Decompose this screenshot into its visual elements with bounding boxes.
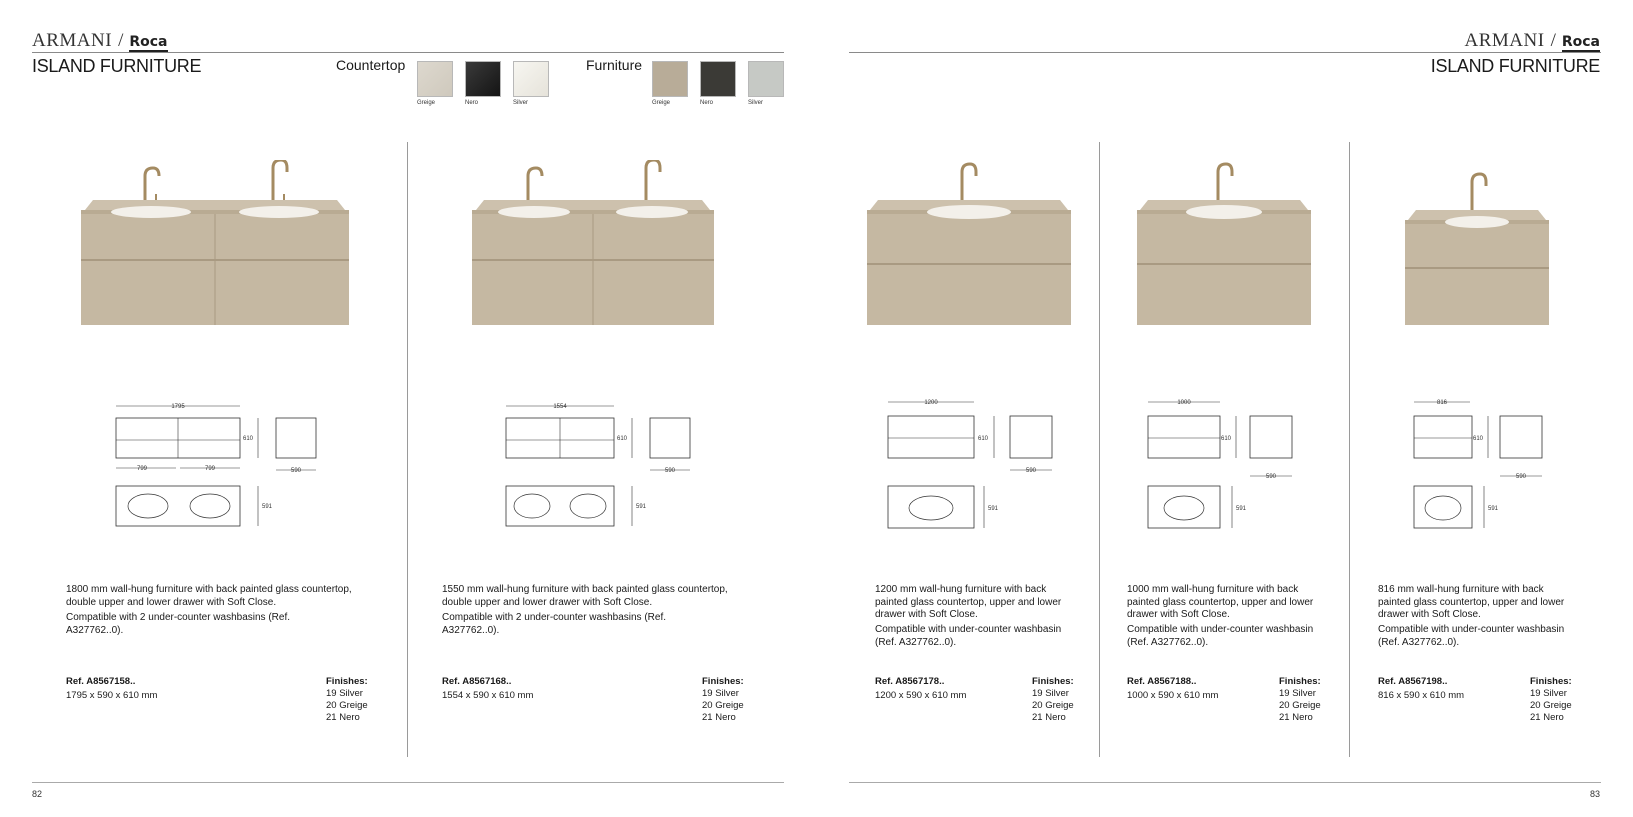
product-description: 1200 mm wall-hung furniture with back painted glass countertop, upper and lower drawer with Soft Close. (875, 584, 1062, 620)
roca-logo-text: Roca (129, 34, 168, 50)
brand-separator: / (118, 30, 124, 51)
finishes-title: Finishes: (1032, 676, 1074, 687)
product-image-1200 (864, 160, 1074, 335)
page-title-left: ISLAND FURNITURE (32, 56, 202, 76)
dim-height: 610 (1220, 436, 1231, 442)
dim-height: 610 (616, 436, 627, 442)
finishes-title: Finishes: (702, 676, 744, 687)
product-dimensions: 1000 x 590 x 610 mm (1127, 690, 1219, 701)
dim-top-depth: 591 (1488, 506, 1499, 512)
dim-height: 610 (1472, 436, 1483, 442)
dim-top-depth: 591 (1236, 506, 1247, 512)
finish-item: 19 Silver (702, 688, 739, 699)
finishes-title: Finishes: (1279, 676, 1321, 687)
furniture-swatch-greige (652, 61, 688, 97)
product-image-1800 (75, 160, 355, 335)
countertop-label: Countertop (336, 57, 406, 73)
product-compatibility: Compatible with 2 under-counter washbasins (Ref. A327762..0). (66, 612, 290, 636)
furniture-swatch-nero (700, 61, 736, 97)
dim-top-depth: 591 (636, 504, 647, 510)
product-compatibility: Compatible with 2 under-counter washbasins (Ref. A327762..0). (442, 612, 666, 636)
roca-logo-text: Roca (1561, 34, 1600, 50)
finish-item: 21 Nero (1530, 712, 1564, 723)
armani-logo-text: ARMANI (1464, 30, 1545, 51)
finish-item: 20 Greige (702, 700, 744, 711)
dim-width: 1200 (924, 400, 938, 406)
dim-width: 1795 (171, 404, 185, 410)
technical-drawing-1000 (1144, 398, 1314, 533)
product-dimensions: 816 x 590 x 610 mm (1378, 690, 1465, 701)
finish-item: 20 Greige (1032, 700, 1074, 711)
footer-rule-right (849, 782, 1601, 783)
finish-item: 19 Silver (1032, 688, 1069, 699)
product-ref: Ref. A8567188.. (1127, 676, 1197, 687)
brand-logo-left (32, 30, 168, 52)
technical-drawing-1800 (110, 398, 325, 533)
finish-item: 21 Nero (1032, 712, 1066, 723)
furniture-swatch-silver (748, 61, 784, 97)
finishes-title: Finishes: (1530, 676, 1572, 687)
product-ref: Ref. A8567178.. (875, 676, 945, 687)
finish-item: 21 Nero (1279, 712, 1313, 723)
footer-rule-left (32, 782, 784, 783)
countertop-swatch-name: Silver (513, 100, 529, 106)
product-image-1550 (468, 160, 718, 335)
column-divider (1349, 142, 1350, 757)
dim-height: 610 (242, 436, 253, 442)
dim-depth: 590 (1515, 474, 1527, 480)
dim-depth: 590 (290, 468, 302, 474)
countertop-swatch-greige (417, 61, 453, 97)
dim-width: 1000 (1177, 400, 1191, 406)
page-number-left: 82 (32, 789, 43, 799)
product-description: 1800 mm wall-hung furniture with back painted glass countertop, double upper and lower drawer with Soft Close. (66, 584, 352, 608)
product-description: 816 mm wall-hung furniture with back painted glass countertop, upper and lower drawer with Soft Close. (1378, 584, 1565, 620)
finish-item: 19 Silver (326, 688, 363, 699)
product-description: 1000 mm wall-hung furniture with back painted glass countertop, upper and lower drawer with Soft Close. (1127, 584, 1314, 620)
countertop-swatch-name: Nero (465, 100, 479, 106)
dim-depth: 590 (664, 468, 676, 474)
dim-half: 799 (136, 466, 148, 472)
column-divider (407, 142, 408, 757)
page-title-right: ISLAND FURNITURE (1430, 56, 1600, 76)
furniture-swatch-name: Silver (748, 100, 764, 106)
product-description: 1550 mm wall-hung furniture with back painted glass countertop, double upper and lower drawer with Soft Close. (442, 584, 728, 608)
finishes-title: Finishes: (326, 676, 368, 687)
product-dimensions: 1795 x 590 x 610 mm (66, 690, 158, 701)
product-compatibility: Compatible with under-counter washbasin (Ref. A327762..0). (1378, 624, 1565, 648)
finish-item: 19 Silver (1530, 688, 1567, 699)
finish-item: 20 Greige (1530, 700, 1572, 711)
brand-separator: / (1550, 30, 1556, 51)
dim-width: 1554 (553, 404, 567, 410)
product-dimensions: 1554 x 590 x 610 mm (442, 690, 534, 701)
dim-half: 799 (204, 466, 216, 472)
product-ref: Ref. A8567158.. (66, 676, 136, 687)
finish-item: 21 Nero (702, 712, 736, 723)
finish-item: 20 Greige (326, 700, 368, 711)
product-ref: Ref. A8567168.. (442, 676, 512, 687)
dim-width: 816 (1436, 400, 1448, 406)
product-ref: Ref. A8567198.. (1378, 676, 1448, 687)
dim-height: 610 (977, 436, 988, 442)
product-image-1000 (1134, 160, 1314, 335)
technical-drawing-816 (1410, 398, 1560, 533)
furniture-label: Furniture (586, 57, 643, 73)
dim-top-depth: 591 (262, 504, 273, 510)
furniture-swatch-name: Nero (700, 100, 714, 106)
product-dimensions: 1200 x 590 x 610 mm (875, 690, 967, 701)
technical-drawing-1550 (502, 398, 702, 533)
header-rule-right (849, 52, 1601, 53)
product-image-816 (1402, 160, 1552, 335)
product-compatibility: Compatible with under-counter washbasin (Ref. A327762..0). (1127, 624, 1314, 648)
countertop-swatch-nero (465, 61, 501, 97)
header-rule-left (32, 52, 784, 53)
finish-item: 21 Nero (326, 712, 360, 723)
countertop-swatch-name: Greige (417, 100, 436, 106)
technical-drawing-1200 (884, 398, 1074, 533)
dim-depth: 590 (1025, 468, 1037, 474)
countertop-swatch-silver (513, 61, 549, 97)
page-number-right: 83 (1589, 789, 1600, 799)
dim-top-depth: 591 (988, 506, 999, 512)
furniture-swatch-name: Greige (652, 100, 671, 106)
brand-logo-right (1465, 30, 1601, 52)
dim-depth: 590 (1265, 474, 1277, 480)
column-divider (1099, 142, 1100, 757)
armani-logo-text: ARMANI (32, 30, 113, 51)
finish-item: 19 Silver (1279, 688, 1316, 699)
product-compatibility: Compatible with under-counter washbasin (Ref. A327762..0). (875, 624, 1062, 648)
finish-item: 20 Greige (1279, 700, 1321, 711)
